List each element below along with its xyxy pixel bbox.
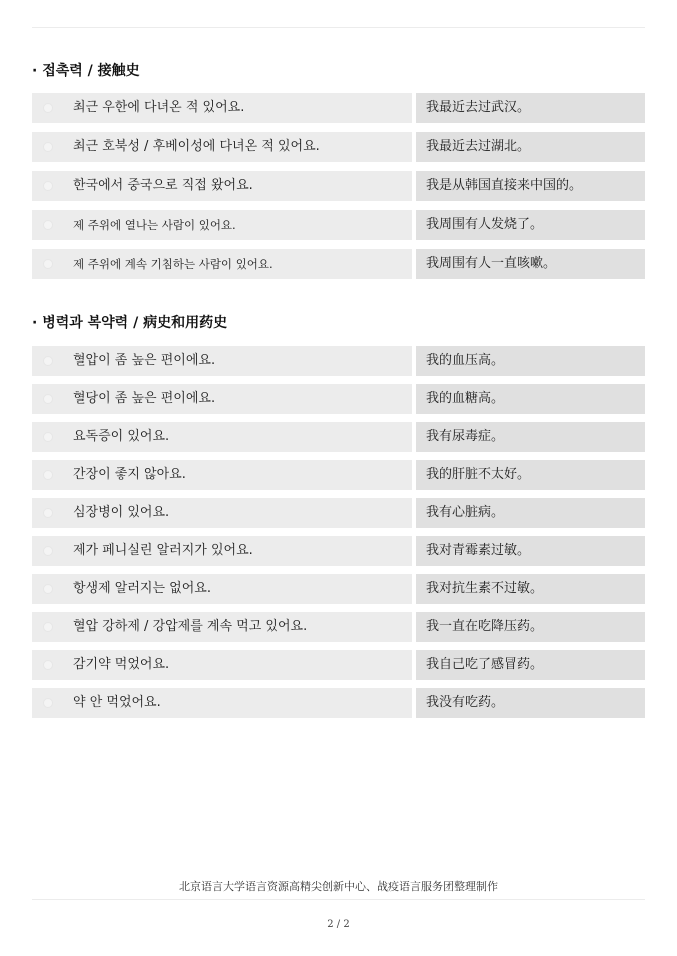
chinese-phrase: 我有心脏病。: [426, 505, 505, 520]
korean-phrase: 혈압 강하제 / 강압제를 계속 먹고 있어요.: [73, 619, 308, 634]
phrase-row[interactable]: [32, 460, 645, 490]
korean-cell: [32, 688, 412, 718]
phrase-row[interactable]: [32, 249, 645, 279]
korean-cell: [32, 346, 412, 376]
chinese-cell: [416, 249, 645, 279]
chinese-phrase: 我周围有人发烧了。: [426, 217, 544, 232]
chinese-cell: [416, 93, 645, 123]
chinese-cell: [416, 498, 645, 528]
korean-cell: [32, 171, 412, 201]
korean-phrase: 항생제 알러지는 없어요.: [73, 581, 211, 596]
korean-cell: [32, 612, 412, 642]
chinese-cell: [416, 612, 645, 642]
chinese-cell: [416, 650, 645, 680]
chinese-phrase: 我对抗生素不过敏。: [426, 581, 544, 596]
bullet-dot-icon: [43, 259, 53, 269]
chinese-cell: [416, 132, 645, 162]
chinese-cell: [416, 171, 645, 201]
chinese-phrase: 我没有吃药。: [426, 695, 505, 710]
korean-cell: [32, 132, 412, 162]
korean-phrase: 혈당이 좀 높은 편이에요.: [73, 391, 216, 406]
korean-cell: [32, 650, 412, 680]
chinese-phrase: 我周围有人一直咳嗽。: [426, 256, 557, 271]
phrase-row[interactable]: [32, 498, 645, 528]
korean-cell: [32, 93, 412, 123]
chinese-phrase: 我是从韩国直接来中国的。: [426, 178, 583, 193]
phrase-row[interactable]: [32, 346, 645, 376]
phrase-row[interactable]: [32, 132, 645, 162]
chinese-phrase: 我的血糖高。: [426, 391, 505, 406]
korean-phrase: 혈압이 좀 높은 편이에요.: [73, 353, 216, 368]
top-divider: [32, 27, 645, 28]
korean-phrase: 제 주위에 계속 기침하는 사람이 있어요.: [73, 257, 273, 271]
phrase-row[interactable]: [32, 536, 645, 566]
bullet-dot-icon: [43, 660, 53, 670]
korean-phrase: 약 안 먹었어요.: [73, 695, 161, 710]
chinese-cell: [416, 384, 645, 414]
korean-phrase: 요독증이 있어요.: [73, 429, 170, 444]
korean-cell: [32, 422, 412, 452]
chinese-cell: [416, 210, 645, 240]
bullet-dot-icon: [43, 220, 53, 230]
korean-phrase: 제 주위에 열나는 사람이 있어요.: [73, 218, 236, 232]
bullet-dot-icon: [43, 432, 53, 442]
phrase-row[interactable]: [32, 171, 645, 201]
korean-phrase: 감기약 먹었어요.: [73, 657, 170, 672]
korean-cell: [32, 498, 412, 528]
chinese-cell: [416, 574, 645, 604]
bullet-dot-icon: [43, 142, 53, 152]
section-title-ko: · 접촉력 /: [32, 63, 98, 79]
bullet-dot-icon: [43, 103, 53, 113]
bullet-dot-icon: [43, 394, 53, 404]
korean-cell: [32, 384, 412, 414]
korean-phrase: 최근 우한에 다녀온 적 있어요.: [73, 100, 245, 115]
bullet-dot-icon: [43, 546, 53, 556]
chinese-cell: [416, 460, 645, 490]
korean-cell: [32, 536, 412, 566]
section-title-ko: · 병력과 복약력 /: [32, 315, 144, 331]
chinese-cell: [416, 536, 645, 566]
korean-phrase: 제가 페니실린 알러지가 있어요.: [73, 543, 253, 558]
section-title-zh: 接触史: [97, 63, 140, 79]
korean-phrase: 심장병이 있어요.: [73, 505, 170, 520]
phrase-row[interactable]: [32, 422, 645, 452]
chinese-phrase: 我最近去过武汉。: [426, 100, 531, 115]
section-title-zh: 病史和用药史: [143, 315, 228, 331]
phrase-row[interactable]: [32, 210, 645, 240]
chinese-phrase: 我自己吃了感冒药。: [426, 657, 544, 672]
phrase-row[interactable]: [32, 650, 645, 680]
korean-phrase: 최근 호북성 / 후베이성에 다녀온 적 있어요.: [73, 139, 320, 154]
bullet-dot-icon: [43, 622, 53, 632]
korean-cell: [32, 574, 412, 604]
section-title-contact-history: [32, 60, 140, 80]
korean-phrase: 한국에서 중국으로 직접 왔어요.: [73, 178, 253, 193]
chinese-phrase: 我对青霉素过敏。: [426, 543, 531, 558]
chinese-phrase: 我最近去过湖北。: [426, 139, 531, 154]
korean-cell: [32, 460, 412, 490]
bullet-dot-icon: [43, 181, 53, 191]
chinese-cell: [416, 346, 645, 376]
korean-cell: [32, 210, 412, 240]
phrase-row[interactable]: [32, 688, 645, 718]
phrase-row[interactable]: [32, 612, 645, 642]
chinese-phrase: 我的肝脏不太好。: [426, 467, 531, 482]
bullet-dot-icon: [43, 584, 53, 594]
bottom-divider: [32, 899, 645, 900]
chinese-phrase: 我有尿毒症。: [426, 429, 505, 444]
bullet-dot-icon: [43, 698, 53, 708]
korean-phrase: 간장이 좋지 않아요.: [73, 467, 186, 482]
footer-credit: 北京语言大学语言资源高精尖创新中心、战疫语言服务团整理制作: [179, 880, 498, 893]
phrase-row[interactable]: [32, 384, 645, 414]
page-number: 2 / 2: [327, 919, 350, 930]
chinese-cell: [416, 422, 645, 452]
phrase-row[interactable]: [32, 574, 645, 604]
bullet-dot-icon: [43, 508, 53, 518]
bullet-dot-icon: [43, 356, 53, 366]
korean-cell: [32, 249, 412, 279]
phrase-row[interactable]: [32, 93, 645, 123]
chinese-phrase: 我一直在吃降压药。: [426, 619, 544, 634]
chinese-cell: [416, 688, 645, 718]
section-title-medical-history: [32, 312, 227, 332]
bullet-dot-icon: [43, 470, 53, 480]
chinese-phrase: 我的血压高。: [426, 353, 505, 368]
